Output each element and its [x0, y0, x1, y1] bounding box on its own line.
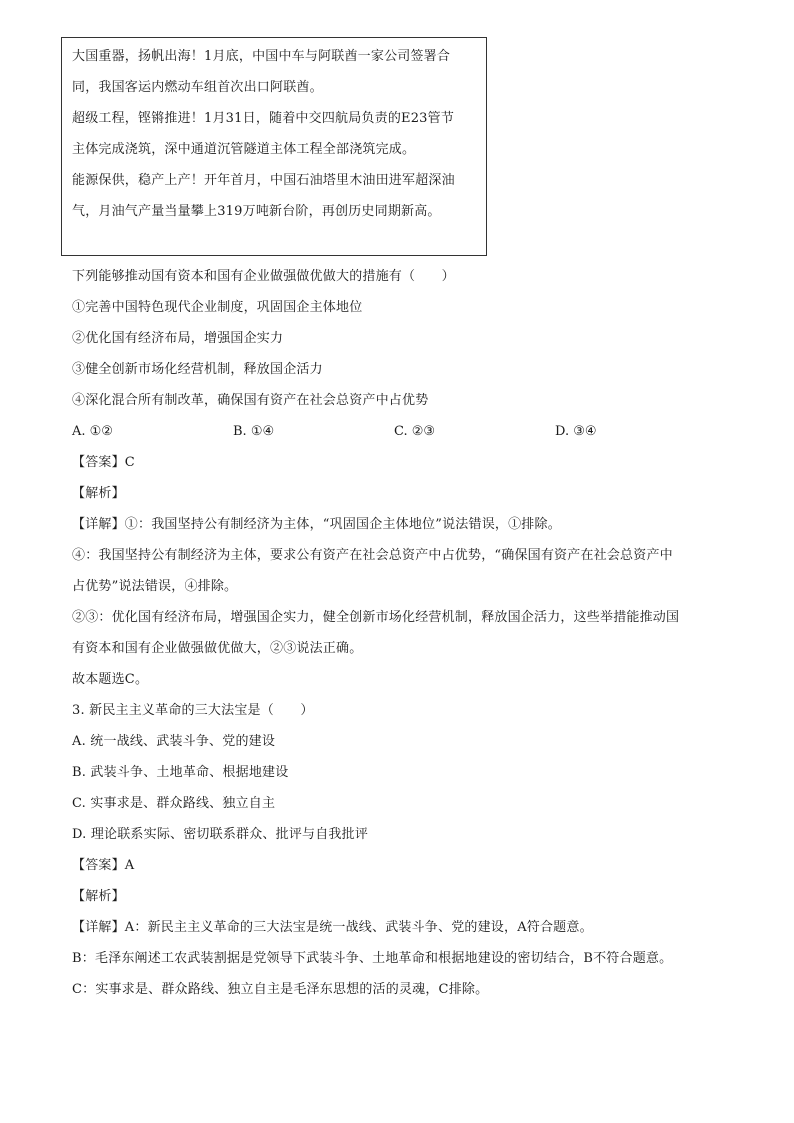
question2-statement-2: ②优化国有经济布局，增强国企实力 [72, 331, 284, 346]
question3-detail-line: C：实事求是、群众路线、独立自主是毛泽东思想的活的灵魂，C排除。 [72, 982, 489, 997]
material-line: 同，我国客运内燃动车组首次出口阿联酋。 [72, 80, 323, 95]
question3-option-a: A. 统一战线、武装斗争、党的建设 [72, 734, 276, 749]
question2-analysis-label: 【解析】 [72, 486, 125, 501]
question2-options [72, 416, 732, 447]
question3-detail-line: B：毛泽东阐述工农武装割据是党领导下武装斗争、土地革命和根据地建设的密切结合，B不符合题意。 [72, 951, 673, 966]
question3-option-c: C. 实事求是、群众路线、独立自主 [72, 796, 276, 811]
question2-statement-1: ①完善中国特色现代企业制度，巩固国企主体地位 [72, 300, 363, 315]
material-line: 主体完成浇筑，深中通道沉管隧道主体工程全部浇筑完成。 [72, 142, 416, 157]
question2-statement-3: ③健全创新市场化经营机制，释放国企活力 [72, 362, 323, 377]
question2-conclusion: 故本题选C。 [72, 672, 149, 687]
question3-answer: 【答案】A [72, 858, 135, 873]
question3-detail-line: 【详解】A：新民主主义革命的三大法宝是统一战线、武装斗争、党的建设，A符合题意。 [72, 920, 593, 935]
question2-option-b: B. ①④ [233, 424, 275, 439]
question2-detail-line: 【详解】①：我国坚持公有制经济为主体，“巩固国企主体地位”说法错误，①排除。 [72, 517, 561, 532]
question-content [72, 261, 732, 1005]
question2-option-d: D. ③④ [555, 424, 597, 439]
question3-stem: 3. 新民主主义革命的三大法宝是（ ） [72, 703, 314, 718]
question2-statement-4: ④深化混合所有制改革，确保国有资产在社会总资产中占优势 [72, 393, 429, 408]
question2-option-a: A. ①② [72, 424, 113, 439]
question2-stem: 下列能够推动国有资本和国有企业做强做优做大的措施有（ ） [72, 269, 455, 284]
material-line: 大国重器，扬帆出海！1月底，中国中车与阿联酋一家公司签署合 [72, 49, 451, 64]
material-line: 气，月油气产量当量攀上319万吨新台阶，再创历史同期新高。 [72, 204, 441, 219]
material-box [61, 37, 487, 256]
question2-detail-line: 占优势”说法错误，④排除。 [72, 579, 238, 594]
question2-detail-line: ②③：优化国有经济布局，增强国企实力，健全创新市场化经营机制，释放国企活力，这些举措能推动国 [72, 610, 680, 625]
question2-option-c: C. ②③ [394, 424, 436, 439]
question3-option-b: B. 武装斗争、土地革命、根据地建设 [72, 765, 289, 780]
question2-detail-line: 有资本和国有企业做强做优做大，②③说法正确。 [72, 641, 363, 656]
question2-answer: 【答案】C [72, 455, 135, 470]
question2-detail-line: ④：我国坚持公有制经济为主体，要求公有资产在社会总资产中占优势，“确保国有资产在社会总资产中 [72, 548, 673, 563]
question3-option-d: D. 理论联系实际、密切联系群众、批评与自我批评 [72, 827, 369, 842]
material-line: 超级工程，铿锵推进！1月31日，随着中交四航局负责的E23管节 [72, 111, 455, 126]
material-line: 能源保供，稳产上产！开年首月，中国石油塔里木油田进军超深油 [72, 173, 455, 188]
question3-analysis-label: 【解析】 [72, 889, 125, 904]
